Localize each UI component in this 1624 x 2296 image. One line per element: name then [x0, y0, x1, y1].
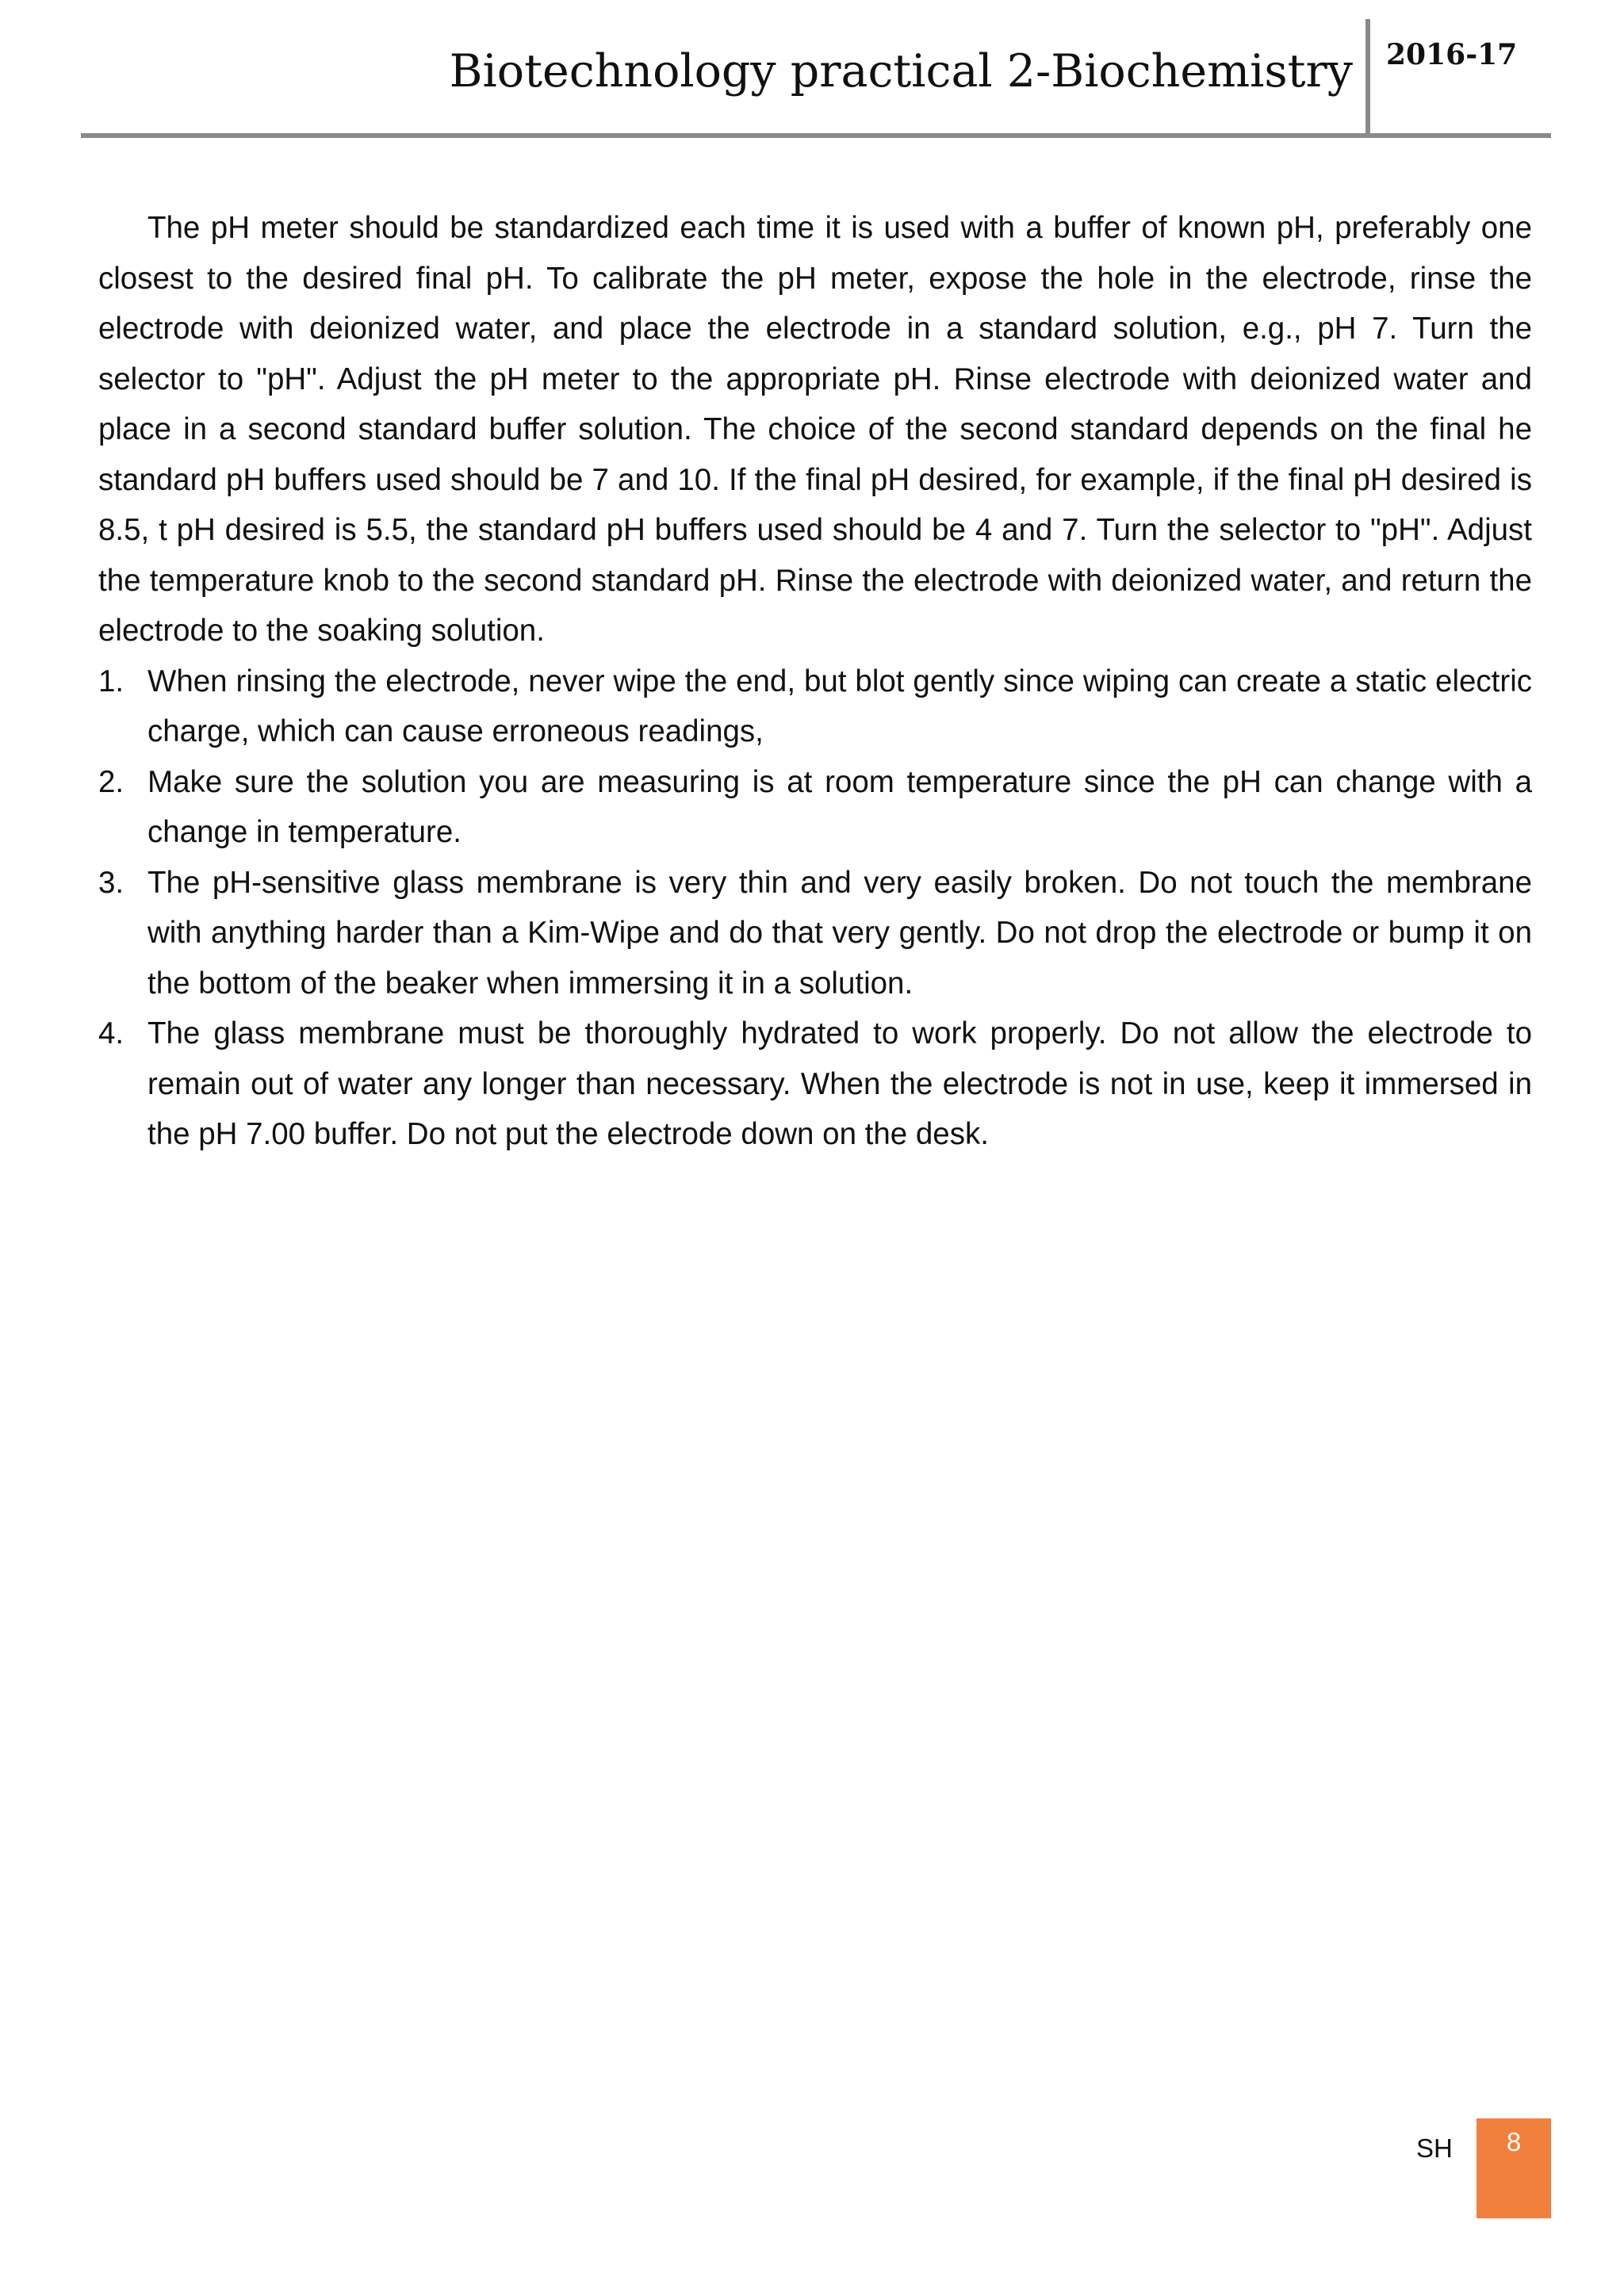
list-item-number: 4. — [98, 1016, 124, 1050]
list-item-number: 2. — [98, 764, 124, 799]
header-year: 2016-17 — [1386, 38, 1518, 71]
page-content — [98, 203, 1532, 1160]
header-divider — [1365, 19, 1370, 136]
header-rule — [81, 133, 1551, 138]
header-title: Biotechnology practical 2-Biochemistry — [449, 45, 1353, 98]
page-header — [81, 19, 1551, 136]
list-item — [98, 1008, 1532, 1160]
list-item — [98, 656, 1532, 757]
list-item-text: Make sure the solution you are measuring is at room temperature since the pH can change with a change in temperature. — [147, 764, 1532, 849]
footer-page-number: 8 — [1477, 2118, 1551, 2218]
precautions-list — [98, 656, 1532, 1160]
list-item-number: 1. — [98, 664, 124, 698]
list-item-text: The pH-sensitive glass membrane is very thin and very easily broken. Do not touch the membrane with anything harder than a Kim-Wipe and do that very gently. Do not drop the electrode or bump it on the bottom of the beaker when immersing it in a solution. — [147, 865, 1532, 1001]
footer-initials: SH — [1416, 2133, 1453, 2163]
list-item-number: 3. — [98, 865, 124, 900]
body-paragraph: The pH meter should be standardized each time it is used with a buffer of known pH, preferably one closest to the desired final pH. To calibrate the pH meter, expose the hole in the electrode, rinse the electrode with deionized water, and place the electrode in a standard solution, e.g., pH 7. Turn the selector to "pH". Adjust the pH meter to the appropriate pH. Rinse electrode with deionized water and place in a second standard buffer solution. The choice of the second standard depends on the final he standard pH buffers used should be 7 and 10. If the final pH desired, for example, if the final pH desired is 8.5, t pH desired is 5.5, the standard pH buffers used should be 4 and 7. Turn the selector to "pH". Adjust the temperature knob to the second standard pH. Rinse the electrode with deionized water, and return the electrode to the soaking solution. — [98, 211, 1532, 648]
list-item — [98, 858, 1532, 1009]
list-item-text: When rinsing the electrode, never wipe the end, but blot gently since wiping can create a static electric charge, which can cause erroneous readings, — [147, 664, 1532, 748]
list-item-text: The glass membrane must be thoroughly hydrated to work properly. Do not allow the electrode to remain out of water any longer than necessary. When the electrode is not in use, keep it immersed in the pH 7.00 buffer. Do not put the electrode down on the desk. — [147, 1016, 1532, 1151]
list-item — [98, 757, 1532, 858]
